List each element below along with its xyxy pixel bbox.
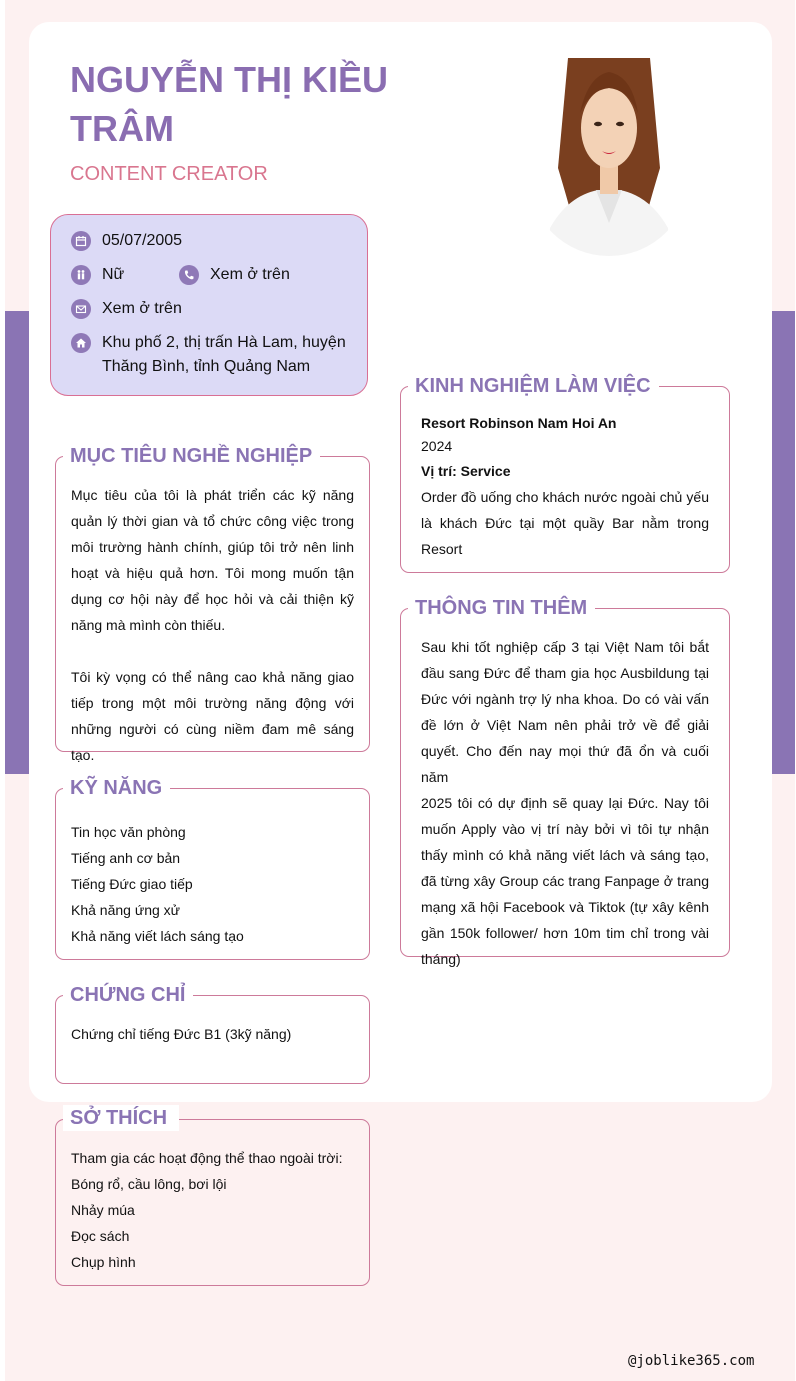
objective-line: tiếp trong một môi trường năng động với [71, 695, 354, 711]
additional-line: Đức với ngành trợ lý nha khoa. Do có vài vấn [421, 691, 709, 707]
additional-info-text [421, 634, 709, 972]
contact-email [71, 297, 182, 321]
hobbies-title: SỞ THÍCH [63, 1105, 179, 1131]
address-line-2: Thăng Bình, tỉnh Quảng Nam [102, 358, 311, 375]
certificates-title: CHỨNG CHỈ [63, 982, 193, 1008]
additional-line: đã từng xây Group các trang Fanpage ở trang [421, 873, 709, 889]
candidate-name [70, 55, 400, 153]
gender-icon [71, 265, 91, 285]
hobby-item: Chụp hình [71, 1254, 136, 1270]
left-accent-band [5, 311, 31, 774]
objective-line: hoạt và hiệu quả hơn. Tôi mong muốn tận [71, 565, 354, 581]
objective-text [71, 482, 354, 768]
skills-title: KỸ NĂNG [63, 775, 170, 801]
address-value [102, 331, 346, 379]
address-line-1: Khu phố 2, thị trấn Hà Lam, huyện [102, 334, 346, 351]
experience-title: KINH NGHIỆM LÀM VIỆC [408, 373, 659, 399]
experience-position: Vị trí: Service [421, 463, 511, 479]
additional-info-title: THÔNG TIN THÊM [408, 595, 595, 621]
additional-line: mạng xã hội Facebook và Tiktok (tự xây kênh [421, 899, 709, 915]
name-line-2: TRÂM [70, 108, 174, 149]
objective-line: môi trường hành chính, giúp tôi trở nên linh [71, 539, 354, 555]
hobby-item: Nhảy múa [71, 1202, 135, 1218]
additional-line: đề lớn ở Việt Nam nên phải trở về để giải [421, 717, 709, 733]
objective-line: Tôi kỳ vọng có thể nâng cao khả năng giao [71, 669, 354, 685]
contact-gender [71, 263, 124, 287]
additional-line: thấy mình có khả năng viết lách và sáng tạo, [421, 847, 709, 863]
experience-desc-line: Resort [421, 541, 463, 557]
phone-icon [179, 265, 199, 285]
objective-line: quản lý thời gian và tổ chức công việc trong [71, 513, 354, 529]
experience-description [421, 484, 709, 562]
experience-year: 2024 [421, 438, 453, 454]
footer-watermark: @joblike365.com [628, 1353, 755, 1369]
right-accent-band [772, 311, 795, 774]
hobby-item: Tham gia các hoạt động thể thao ngoài trời: [71, 1150, 343, 1166]
experience-desc-line: là khách Đức tại một quầy Bar nằm trong [421, 515, 709, 531]
name-line-1: NGUYỄN THỊ KIỀU [70, 59, 389, 100]
experience-desc-line: Order đồ uống cho khách nước ngoài chủ yếu [421, 489, 709, 505]
additional-line: Sau khi tốt nghiệp cấp 3 tại Việt Nam tôi bắt [421, 639, 709, 655]
objective-line [71, 638, 354, 664]
experience-company: Resort Robinson Nam Hoi An [421, 415, 617, 431]
additional-line: quyết. Cho đến nay mọi thứ đã ổn và cuối năm [421, 743, 709, 785]
hobby-item: Bóng rổ, cầu lông, bơi lội [71, 1176, 227, 1192]
contact-birthday [71, 229, 182, 253]
skill-item: Khả năng ứng xử [71, 902, 181, 918]
additional-line: tháng) [421, 951, 461, 967]
job-title: CONTENT CREATOR [70, 163, 268, 185]
profile-photo [528, 58, 690, 256]
objective-title: MỤC TIÊU NGHỀ NGHIỆP [63, 443, 320, 469]
additional-line: đầu sang Đức để tham gia học Ausbildung tại [421, 665, 709, 681]
skill-item: Tiếng Đức giao tiếp [71, 876, 193, 892]
additional-line: gần 150k follower/ hơn 10m tim chỉ trong vài [421, 925, 709, 941]
objective-line: năng mà mình còn thiếu. [71, 617, 226, 633]
objective-line: những người có cùng niềm đam mê sáng tạo. [71, 721, 354, 763]
skill-item: Khả năng viết lách sáng tạo [71, 928, 244, 944]
objective-line: dụng cơ hội này để học hỏi và cải thiện kỹ [71, 591, 354, 607]
additional-line: muốn Apply vào vị trí này bởi vì tôi tự nhận [421, 821, 709, 837]
additional-line: 2025 tôi có dự định sẽ quay lại Đức. Nay tôi [421, 795, 709, 811]
phone-value: Xem ở trên [210, 266, 290, 283]
home-icon [71, 333, 91, 353]
contact-phone [179, 263, 290, 287]
gender-value: Nữ [102, 266, 125, 283]
certificate-item: Chứng chỉ tiếng Đức B1 (3kỹ năng) [71, 1026, 292, 1042]
calendar-icon [71, 231, 91, 251]
hobby-item: Đọc sách [71, 1228, 130, 1244]
objective-line: Mục tiêu của tôi là phát triển các kỹ năng [71, 487, 354, 503]
email-icon [71, 299, 91, 319]
birthday-value: 05/07/2005 [102, 232, 183, 249]
email-value: Xem ở trên [102, 300, 182, 317]
portrait-illustration [528, 58, 690, 256]
skill-item: Tin học văn phòng [71, 824, 186, 840]
skill-item: Tiếng anh cơ bản [71, 850, 181, 866]
contact-address [71, 331, 361, 379]
